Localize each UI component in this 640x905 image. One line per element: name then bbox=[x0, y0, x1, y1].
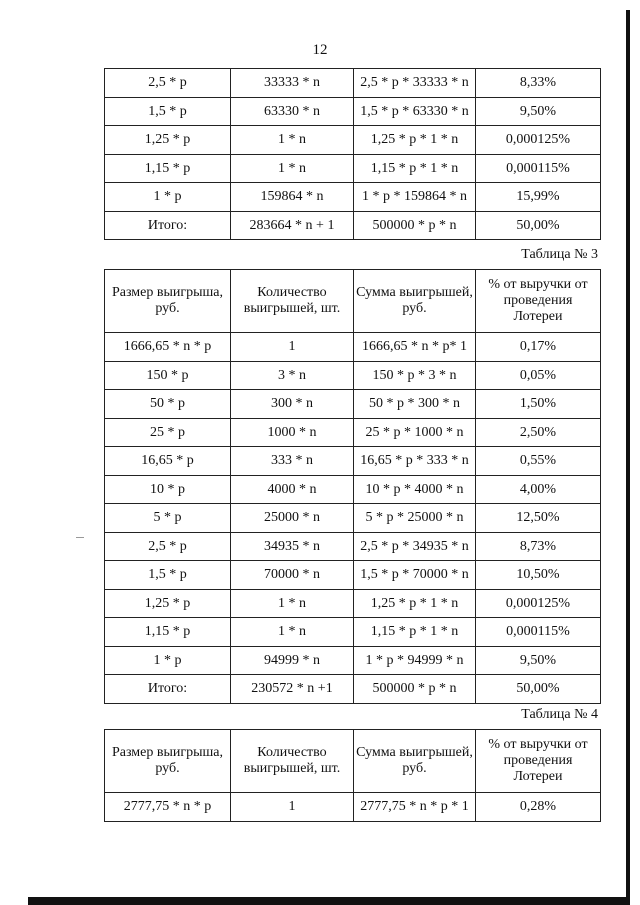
cell-prize-count: 1 bbox=[231, 333, 354, 362]
cell-prize-sum: 1,25 * p * 1 * n bbox=[354, 589, 476, 618]
cell-prize-sum: 25 * p * 1000 * n bbox=[354, 418, 476, 447]
cell-prize-sum: 500000 * p * n bbox=[354, 675, 476, 704]
table-row bbox=[105, 69, 601, 98]
cell-revenue-percent: 10,50% bbox=[476, 561, 601, 590]
prize-table-2-continued bbox=[104, 68, 601, 240]
prize-table-4 bbox=[104, 729, 601, 822]
cell-prize-count: 1 * n bbox=[231, 589, 354, 618]
cell-prize-count: 1000 * n bbox=[231, 418, 354, 447]
cell-prize-sum: 10 * p * 4000 * n bbox=[354, 475, 476, 504]
cell-prize-count: 33333 * n bbox=[231, 69, 354, 98]
cell-revenue-percent: 4,00% bbox=[476, 475, 601, 504]
cell-prize-count: 34935 * n bbox=[231, 532, 354, 561]
table-row bbox=[105, 447, 601, 476]
table-row bbox=[105, 418, 601, 447]
table-row bbox=[105, 183, 601, 212]
cell-prize-count: 159864 * n bbox=[231, 183, 354, 212]
cell-prize-size: 150 * p bbox=[105, 361, 231, 390]
cell-revenue-percent: 0,000115% bbox=[476, 618, 601, 647]
cell-prize-size: 1,5 * p bbox=[105, 561, 231, 590]
cell-prize-sum: 150 * p * 3 * n bbox=[354, 361, 476, 390]
table-row bbox=[105, 333, 601, 362]
cell-prize-count: 1 bbox=[231, 793, 354, 822]
cell-revenue-percent: 9,50% bbox=[476, 646, 601, 675]
table-row bbox=[105, 504, 601, 533]
table-row bbox=[105, 675, 601, 704]
cell-prize-sum: 2,5 * p * 34935 * n bbox=[354, 532, 476, 561]
header-prize-sum: Сумма выигрышей, руб. bbox=[354, 270, 476, 333]
header-revenue-percent: % от выручки от проведения Лотереи bbox=[476, 730, 601, 793]
cell-revenue-percent: 12,50% bbox=[476, 504, 601, 533]
cell-revenue-percent: 0,28% bbox=[476, 793, 601, 822]
page-edge-right bbox=[626, 10, 630, 905]
cell-prize-sum: 16,65 * p * 333 * n bbox=[354, 447, 476, 476]
cell-prize-count: 3 * n bbox=[231, 361, 354, 390]
table-row bbox=[105, 126, 601, 155]
cell-prize-count: 1 * n bbox=[231, 126, 354, 155]
cell-prize-count: 63330 * n bbox=[231, 97, 354, 126]
cell-prize-sum: 2,5 * p * 33333 * n bbox=[354, 69, 476, 98]
cell-prize-size: 5 * p bbox=[105, 504, 231, 533]
cell-prize-sum: 1,5 * p * 70000 * n bbox=[354, 561, 476, 590]
cell-prize-sum: 2777,75 * n * p * 1 bbox=[354, 793, 476, 822]
cell-prize-size: 1666,65 * n * p bbox=[105, 333, 231, 362]
cell-prize-size: 1,25 * p bbox=[105, 126, 231, 155]
header-revenue-percent: % от выручки от проведения Лотереи bbox=[476, 270, 601, 333]
cell-prize-sum: 1 * p * 94999 * n bbox=[354, 646, 476, 675]
cell-revenue-percent: 0,000125% bbox=[476, 589, 601, 618]
cell-prize-sum: 50 * p * 300 * n bbox=[354, 390, 476, 419]
cell-prize-count: 1 * n bbox=[231, 154, 354, 183]
cell-prize-sum: 1666,65 * n * p* 1 bbox=[354, 333, 476, 362]
cell-revenue-percent: 0,000115% bbox=[476, 154, 601, 183]
table-row bbox=[105, 211, 601, 240]
table-body bbox=[105, 333, 601, 704]
cell-prize-sum: 1,5 * p * 63330 * n bbox=[354, 97, 476, 126]
table-body bbox=[105, 69, 601, 240]
cell-prize-count: 283664 * n + 1 bbox=[231, 211, 354, 240]
cell-prize-count: 4000 * n bbox=[231, 475, 354, 504]
cell-revenue-percent: 8,33% bbox=[476, 69, 601, 98]
page-edge-bottom bbox=[28, 897, 630, 905]
cell-prize-sum: 1,15 * p * 1 * n bbox=[354, 154, 476, 183]
table-header-row bbox=[105, 730, 601, 793]
cell-prize-sum: 1 * p * 159864 * n bbox=[354, 183, 476, 212]
table-row bbox=[105, 154, 601, 183]
header-prize-size: Размер выигрыша, руб. bbox=[105, 270, 231, 333]
cell-revenue-percent: 9,50% bbox=[476, 97, 601, 126]
cell-revenue-percent: 2,50% bbox=[476, 418, 601, 447]
cell-prize-count: 94999 * n bbox=[231, 646, 354, 675]
table-header-row bbox=[105, 270, 601, 333]
cell-prize-count: 300 * n bbox=[231, 390, 354, 419]
table-row bbox=[105, 97, 601, 126]
prize-table-3 bbox=[104, 269, 601, 704]
table-row bbox=[105, 475, 601, 504]
cell-revenue-percent: 15,99% bbox=[476, 183, 601, 212]
cell-prize-size: 2777,75 * n * p bbox=[105, 793, 231, 822]
page-number: 12 bbox=[312, 42, 328, 58]
cell-prize-count: 230572 * n +1 bbox=[231, 675, 354, 704]
table-row bbox=[105, 589, 601, 618]
cell-prize-size: Итого: bbox=[105, 675, 231, 704]
cell-revenue-percent: 0,05% bbox=[476, 361, 601, 390]
cell-prize-size: 25 * p bbox=[105, 418, 231, 447]
cell-prize-size: 1,25 * p bbox=[105, 589, 231, 618]
cell-prize-sum: 5 * p * 25000 * n bbox=[354, 504, 476, 533]
cell-revenue-percent: 50,00% bbox=[476, 675, 601, 704]
table-row bbox=[105, 618, 601, 647]
header-prize-sum: Сумма выигрышей, руб. bbox=[354, 730, 476, 793]
table-row bbox=[105, 390, 601, 419]
cell-prize-size: 16,65 * p bbox=[105, 447, 231, 476]
header-prize-size: Размер выигрыша, руб. bbox=[105, 730, 231, 793]
cell-prize-size: 2,5 * p bbox=[105, 69, 231, 98]
cell-prize-sum: 1,25 * p * 1 * n bbox=[354, 126, 476, 155]
table-row bbox=[105, 561, 601, 590]
header-prize-count: Количество выигрышей, шт. bbox=[231, 730, 354, 793]
cell-revenue-percent: 1,50% bbox=[476, 390, 601, 419]
cell-prize-count: 1 * n bbox=[231, 618, 354, 647]
cell-prize-size: 1 * p bbox=[105, 646, 231, 675]
cell-prize-size: 2,5 * p bbox=[105, 532, 231, 561]
scan-speck bbox=[76, 537, 84, 538]
cell-revenue-percent: 8,73% bbox=[476, 532, 601, 561]
cell-prize-size: 1 * p bbox=[105, 183, 231, 212]
cell-prize-size: 1,5 * p bbox=[105, 97, 231, 126]
table-4-caption: Таблица № 4 bbox=[521, 707, 598, 722]
cell-prize-count: 25000 * n bbox=[231, 504, 354, 533]
table-3-caption: Таблица № 3 bbox=[521, 247, 598, 262]
header-prize-count: Количество выигрышей, шт. bbox=[231, 270, 354, 333]
cell-prize-sum: 1,15 * p * 1 * n bbox=[354, 618, 476, 647]
cell-revenue-percent: 0,17% bbox=[476, 333, 601, 362]
table-row bbox=[105, 646, 601, 675]
cell-prize-size: 1,15 * p bbox=[105, 618, 231, 647]
cell-prize-size: 1,15 * p bbox=[105, 154, 231, 183]
cell-prize-size: Итого: bbox=[105, 211, 231, 240]
cell-prize-sum: 500000 * p * n bbox=[354, 211, 476, 240]
table-row bbox=[105, 793, 601, 822]
cell-revenue-percent: 50,00% bbox=[476, 211, 601, 240]
cell-prize-size: 50 * p bbox=[105, 390, 231, 419]
cell-prize-count: 70000 * n bbox=[231, 561, 354, 590]
cell-revenue-percent: 0,000125% bbox=[476, 126, 601, 155]
table-body bbox=[105, 793, 601, 822]
cell-revenue-percent: 0,55% bbox=[476, 447, 601, 476]
cell-prize-count: 333 * n bbox=[231, 447, 354, 476]
table-row bbox=[105, 361, 601, 390]
table-row bbox=[105, 532, 601, 561]
cell-prize-size: 10 * p bbox=[105, 475, 231, 504]
